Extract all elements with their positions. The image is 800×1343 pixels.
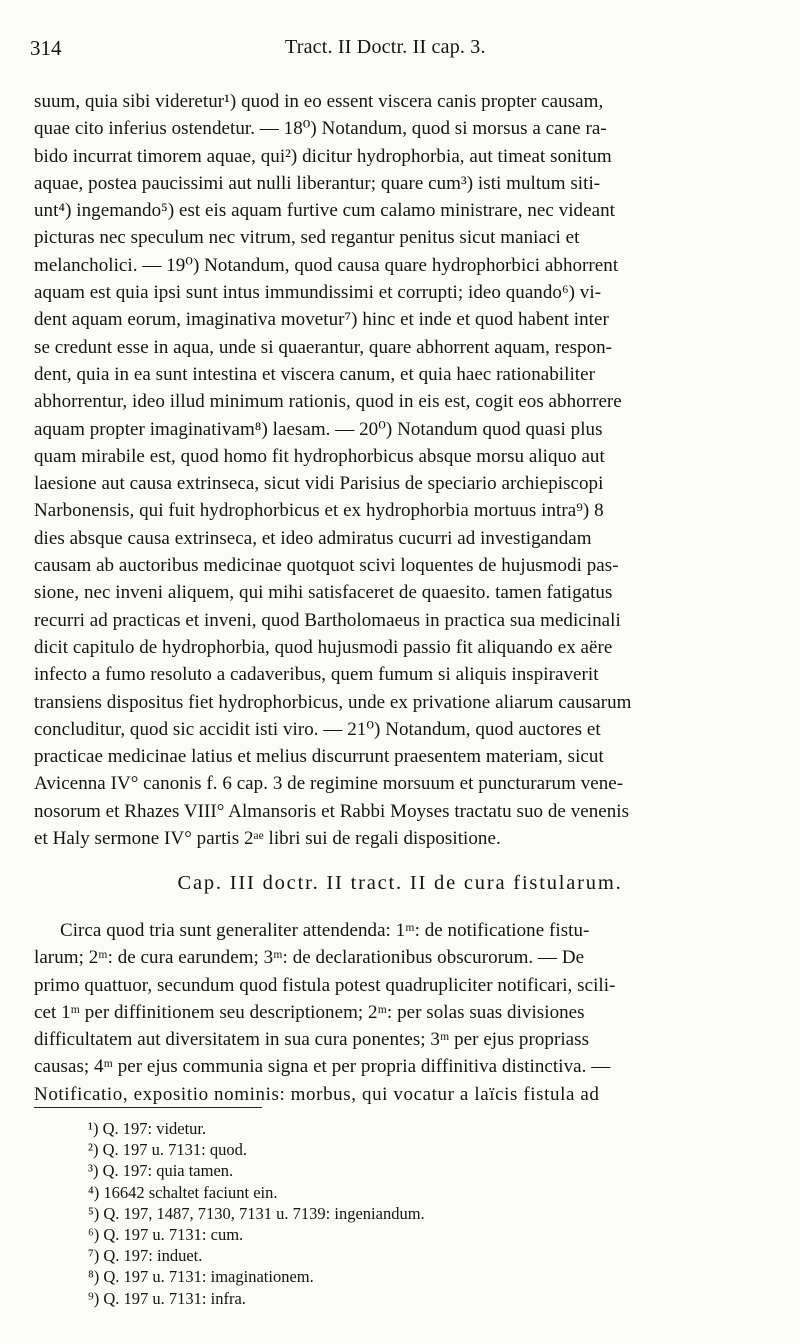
footnote: ²) Q. 197 u. 7131: quod.	[88, 1140, 247, 1160]
text-line: dent, quia in ea sunt intestina et viscera canum, et quia haec rationabiliter	[34, 363, 595, 385]
text-line: se credunt esse in aqua, unde si quaerantur, quare abhorrent aquam, respon-	[34, 336, 613, 358]
chapter-text-block	[34, 917, 766, 1108]
text-line: Notificatio, expositio nominis: morbus, qui vocatur a laïcis fistula ad	[34, 1083, 600, 1105]
text-line: bido incurrat timorem aquae, qui²) dicitur hydrophorbia, aut timeat sonitum	[34, 145, 612, 167]
text-line: cet 1ᵐ per diffinitionem seu descriptionem; 2ᵐ: per solas suas divisiones	[34, 1001, 585, 1023]
footnote: ⁹) Q. 197 u. 7131: infra.	[88, 1288, 246, 1308]
text-line: suum, quia sibi videretur¹) quod in eo essent viscera canis propter causam,	[34, 91, 604, 112]
text-line: transiens dispositus fiet hydrophorbicus, unde ex privatione aliarum causarum	[34, 691, 632, 713]
footnotes-block	[88, 1118, 588, 1309]
text-line: laesione aut causa extrinseca, sicut vidi Parisius de speciario archiepiscopi	[34, 473, 604, 495]
text-line: et Haly sermone IV° partis 2ᵃᵉ libri sui de regali dispositione.	[34, 828, 501, 850]
text-line: sione, nec inveni aliquem, qui mihi satisfaceret de quaesito. tamen fatigatus	[34, 582, 613, 604]
text-line: abhorrentur, ideo illud minimum rationis, quod in eis est, cogit eos abhorrere	[34, 391, 622, 413]
text-line: dent aquam eorum, imaginativa movetur⁷) hinc et inde et quod habent inter	[34, 309, 609, 331]
text-line: difficultatem aut diversitatem in sua cura ponentes; 3ᵐ per ejus propriass	[34, 1029, 590, 1051]
text-line: Avicenna IV° canonis f. 6 cap. 3 de regimine morsuum et puncturarum vene-	[34, 773, 624, 795]
text-line: aquae, postea paucissimi aut nulli liberantur; quare cum³) isti multum siti-	[34, 172, 601, 194]
text-line: aquam propter imaginativam⁸) laesam. — 20⁰) Notandum quod quasi plus	[34, 418, 603, 440]
text-line: Circa quod tria sunt generaliter attendenda: 1ᵐ: de notificatione fistu-	[60, 920, 590, 941]
text-line: causam ab auctoribus medicinae quotquot scivi loquentes de hujusmodi pas-	[34, 555, 619, 577]
text-line: recurri ad practicas et inveni, quod Bartholomaeus in practica sua medicinali	[34, 609, 621, 631]
text-line: picturas nec speculum nec vitrum, sed regantur penitus sicut maniaci et	[34, 227, 580, 249]
text-line: causas; 4ᵐ per ejus communia signa et per propria diffinitiva distinctiva. —	[34, 1056, 611, 1078]
text-line: larum; 2ᵐ: de cura earundem; 3ᵐ: de declarationibus obscurorum. — De	[34, 947, 585, 969]
text-line: quam mirabile est, quod homo fit hydrophorbicus absque morsu aliquo aut	[34, 445, 605, 467]
text-line: Narbonensis, qui fuit hydrophorbicus et ex hydrophorbia mortuus intra⁹) 8	[34, 500, 604, 522]
footnote: ⁸) Q. 197 u. 7131: imaginationem.	[88, 1267, 314, 1287]
footnote: ⁴) 16642 schaltet faciunt ein.	[88, 1182, 278, 1202]
text-line: primo quattuor, secundum quod fistula potest quadrupliciter notificari, scili-	[34, 974, 616, 996]
page-header	[30, 36, 770, 66]
footnote: ⁶) Q. 197 u. 7131: cum.	[88, 1224, 244, 1244]
text-line: dies absque causa extrinseca, et ideo admiratus cucurri ad investigandam	[34, 527, 592, 549]
text-line: dicit capitulo de hydrophorbia, quod hujusmodi passio fit aliquando ex aëre	[34, 636, 613, 658]
footnote: ⁷) Q. 197: induet.	[88, 1246, 203, 1266]
text-line: practicae medicinae latius et melius discurrunt praesentem materiam, sicut	[34, 746, 604, 768]
text-line: unt⁴) ingemando⁵) est eis aquam furtive cum calamo ministrare, nec videant	[34, 200, 615, 222]
footnote: ¹) Q. 197: videtur.	[88, 1119, 207, 1138]
text-line: nosorum et Rhazes VIII° Almansoris et Rabbi Moyses tractatu suo de venenis	[34, 800, 630, 822]
page-number: 314	[30, 36, 62, 60]
text-line: infecto a fumo resoluto a cadaveribus, quem fumum si aliquis inspiraverit	[34, 664, 599, 686]
text-line: melancholici. — 19⁰) Notandum, quod causa quare hydrophorbici abhorrent	[34, 254, 619, 276]
text-line: quae cito inferius ostendetur. — 18⁰) Notandum, quod si morsus a cane ra-	[34, 118, 607, 140]
footnote: ⁵) Q. 197, 1487, 7130, 7131 u. 7139: ingeniandum.	[88, 1203, 425, 1223]
main-text-block	[34, 88, 766, 852]
footnote-divider	[34, 1107, 262, 1108]
chapter-heading: Cap. III doctr. II tract. II de cura fistularum.	[177, 872, 623, 894]
text-line: aquam est quia ipsi sunt intus immundissimi et corrupti; ideo quando⁶) vi-	[34, 282, 602, 304]
running-head: Tract. II Doctr. II cap. 3.	[285, 36, 486, 58]
footnote: ³) Q. 197: quia tamen.	[88, 1161, 234, 1181]
text-line: concluditur, quod sic accidit isti viro. — 21⁰) Notandum, quod auctores et	[34, 718, 601, 740]
